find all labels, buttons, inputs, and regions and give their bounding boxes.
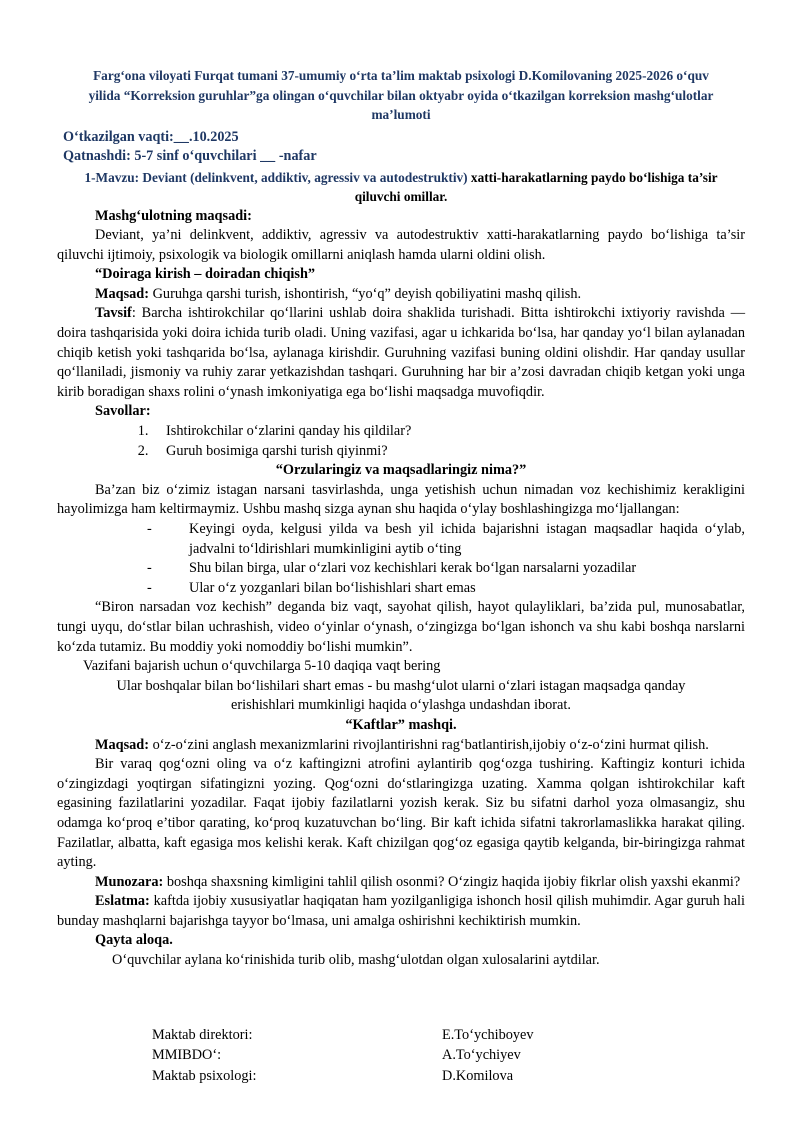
exercise1-title: “Doiraga kirish – doiradan chiqish” xyxy=(95,266,316,283)
exercise2-bullets xyxy=(57,520,745,598)
conducted-date-label: O‘tkazilgan vaqti: xyxy=(63,128,174,145)
exercise3-purpose xyxy=(57,736,745,756)
participants-suffix: -nafar xyxy=(278,148,317,164)
bullet-dash-icon: - xyxy=(147,521,152,537)
participants-line xyxy=(57,147,745,167)
list-item xyxy=(147,559,745,579)
exercise2-intro: Ba’zan biz o‘zimiz istagan narsani tasvirlashda, unga yetishish uchun nimadan voz kechishimiz kerakligini hayolimizga ham keltirmaymiz. Ushbu mashq sizga aynan shu haqida o‘ylay boshlashingizga mo‘ljallangan: xyxy=(57,481,745,518)
questions-heading: Savollar: xyxy=(95,403,151,420)
participants-label: Qatnashdi: 5-7 sinf o‘quvchilari xyxy=(63,148,257,164)
exercise2-sharing-note: Ular boshqalar bilan bo‘lishilari shart emas - bu mashg‘ulot ularni o‘zlari istagan maqsadga qanday erishishlari mumkinligi haqida o‘ylashga undashdan iborat. xyxy=(116,677,686,714)
exercise2-time-note: Vazifani bajarish uchun o‘quvchilarga 5-10 daqiqa vaqt bering xyxy=(83,658,441,675)
exercise1-description-label: Tavsif xyxy=(95,305,132,322)
exercise1-purpose xyxy=(57,285,745,305)
note-label: Eslatma: xyxy=(95,893,150,910)
discussion-paragraph xyxy=(57,873,745,893)
conducted-date-value: .10.2025 xyxy=(188,128,239,145)
discussion-label: Munozara: xyxy=(95,873,164,890)
feedback-text: O‘quvchilar aylana ko‘rinishida turib olib, mashg‘ulotdan olgan xulosalarini aytdilar. xyxy=(112,952,600,969)
topic-rest: xatti-harakatlarning paydo bo‘lishiga ta’sir qiluvchi omillar. xyxy=(354,169,718,204)
signature-name: E.To‘ychiboyev xyxy=(442,1026,534,1043)
exercise3-body: Bir varaq qog‘ozni oling va o‘z kaftingizni atrofini aylantirib qog‘ozga tushiring. Kaftingiz konturi ichida o‘zingizdagi yoqtirgan sifatingizni yozing. Qog‘ozni do‘stlaringizga uzating. Xamma qolgan ishtirokchilar kaft egasining fazilatlarini yozadilar. Faqat ijobiy fazilatlarni yozish kerak. Siz bu sifatni darhol yoza olmasangiz, shu odamga ko‘proq e’tibor qarating, ko‘proq kuzatuvchan bo‘ling. Bir kaft ichida sifatni takrorlamaslikka harakat qiling. Fazilatlar, albatta, kaft egasiga mos kelishi kerak. Kaft chizilgan qog‘oz egasiga qaytib kelganda, bir-biringizga rahmat ayting. xyxy=(57,756,745,871)
exercise1-purpose-label: Maqsad: xyxy=(95,285,150,302)
document-title: Farg‘ona viloyati Furqat tumani 37-umumiy o‘rta ta’lim maktab psixologi D.Komilovaning 2025-2026 o‘quv yilida “Korreksion guruhlar”ga olingan o‘quvchilar bilan oktyabr oyida o‘tkazilgan korreksion mashg‘ulotlar ma’lumoti xyxy=(88,68,714,122)
note-paragraph xyxy=(57,892,745,931)
goal-heading: Mashg‘ulotning maqsadi: xyxy=(95,207,252,224)
list-item-label: Shu bilan birga, ular o‘zlari voz kechishlari kerak bo‘lgan narsalarni yozadilar xyxy=(189,560,637,577)
exercise1-description-text: : Barcha ishtirokchilar qo‘llarini ushlab doira shaklida turishadi. Bitta ishtirokchi ixtiyoriy ravishda — doira tashqarisida yoki doira ichida turib oladi. Uning vazifasi, agar u ichkarida bo‘lsa, har qanday yo‘l bilan aylanadan chiqib ketish yoki tashqarida bo‘lsa, aylanaga kirishdir. Guruhning vazifasi buning oldini olishdir. Har qanday usullar qo‘llaniladi, jismoniy va ruhiy zarar yetkazishdan tashqari. Guruhning har bir a’zosi davradan chiqib ketgan yoki unga kirib boradigan shaxs rolini o‘ynash imkoniyatiga ega bo‘lishi maqsadga muvofiqdir. xyxy=(57,305,745,400)
signature-name: A.To‘ychiyev xyxy=(442,1047,521,1064)
topic-prefix: 1-Mavzu: Deviant xyxy=(84,169,191,185)
questions-list xyxy=(57,422,745,461)
list-item: 2. Guruh bosimiga qarshi turish qiyinmi? xyxy=(152,442,745,462)
discussion-text: boshqa shaxsning kimligini tahlil qilish osonmi? O‘zingiz haqida ijobiy fikrlar olish yaxshi ekanmi? xyxy=(163,873,741,890)
signature-role: Maktab direktori: xyxy=(152,1026,253,1043)
exercise1-purpose-text: Guruhga qarshi turish, ishontirish, “yo‘q” deyish qobiliyatini mashq qilish. xyxy=(149,285,582,302)
goal-paragraph: Deviant, ya’ni delinkvent, addiktiv, agressiv va autodestruktiv xatti-harakatlarning paydo bo‘lishiga ta’sir qiluvchi ijtimoiy, psixologik va biologik omillarni aniqlash hamda ularni oldini olish. xyxy=(57,227,745,263)
exercise3-purpose-label: Maqsad: xyxy=(95,736,150,753)
list-item-label: Ular o‘z yozganlari bilan bo‘lishishlari shart emas xyxy=(189,579,476,596)
conducted-date-blank: __ xyxy=(173,128,189,145)
feedback-heading: Qayta aloqa. xyxy=(95,932,173,949)
signature-block xyxy=(57,1025,745,1087)
signature-row xyxy=(152,1066,745,1087)
signature-row xyxy=(152,1045,745,1066)
list-item: 1. Ishtirokchilar o‘zlarini qanday his qildilar? xyxy=(152,422,745,442)
topic-parenthetical: (delinkvent, addiktiv, agressiv va autodestruktiv) xyxy=(190,169,468,185)
bullet-dash-icon: - xyxy=(147,579,152,596)
note-text: kaftda ijobiy xususiyatlar haqiqatan ham yozilganligiga ishonch hosil qilish muhimdir. Agar guruh hali bunday mashqlarni bajarishga tayyor bo‘lmasa, uni amalga oshirishni kechiktirish mumkin. xyxy=(57,893,745,929)
list-item-label: Keyingi oyda, kelgusi yilda va besh yil ichida bajarishni istagan maqsadlar haqida o‘ylab, jadvalni to‘ldirishlari mumkinligini aytib o‘ting xyxy=(189,521,745,557)
exercise3-title: “Kaftlar” mashqi. xyxy=(345,716,457,733)
participants-blank: __ xyxy=(260,148,276,164)
conducted-date-line xyxy=(57,128,745,148)
exercise1-description xyxy=(57,304,745,402)
signature-name: D.Komilova xyxy=(442,1067,514,1084)
list-item xyxy=(147,520,745,559)
exercise2-explanation: “Biron narsadan voz kechish” deganda biz vaqt, sayohat qilish, hayot qulayliklari, ba’zida pul, munosabatlar, tungi uyqu, do‘stlar bilan uchrashish, video o‘yinlar o‘ynash, o‘zingizga bo‘lgan ishonch va shu kabi boshqa narslarni ko‘zda tutamiz. Bu moddiy yoki nomoddiy bo‘lishi mumkin”. xyxy=(57,599,745,655)
exercise3-purpose-text: o‘z-o‘zini anglash mexanizmlarini rivojlantirishni rag‘batlantirish,ijobiy o‘z-o‘zini hurmat qilish. xyxy=(149,736,709,753)
bullet-dash-icon: - xyxy=(147,560,152,577)
signature-role: Maktab psixologi: xyxy=(152,1067,257,1084)
signature-row xyxy=(152,1025,745,1046)
signature-role: MMIBDO‘: xyxy=(152,1047,222,1064)
list-item xyxy=(147,579,745,599)
topic-heading xyxy=(57,168,745,207)
exercise2-title: “Orzularingiz va maqsadlaringiz nima?” xyxy=(275,462,527,479)
